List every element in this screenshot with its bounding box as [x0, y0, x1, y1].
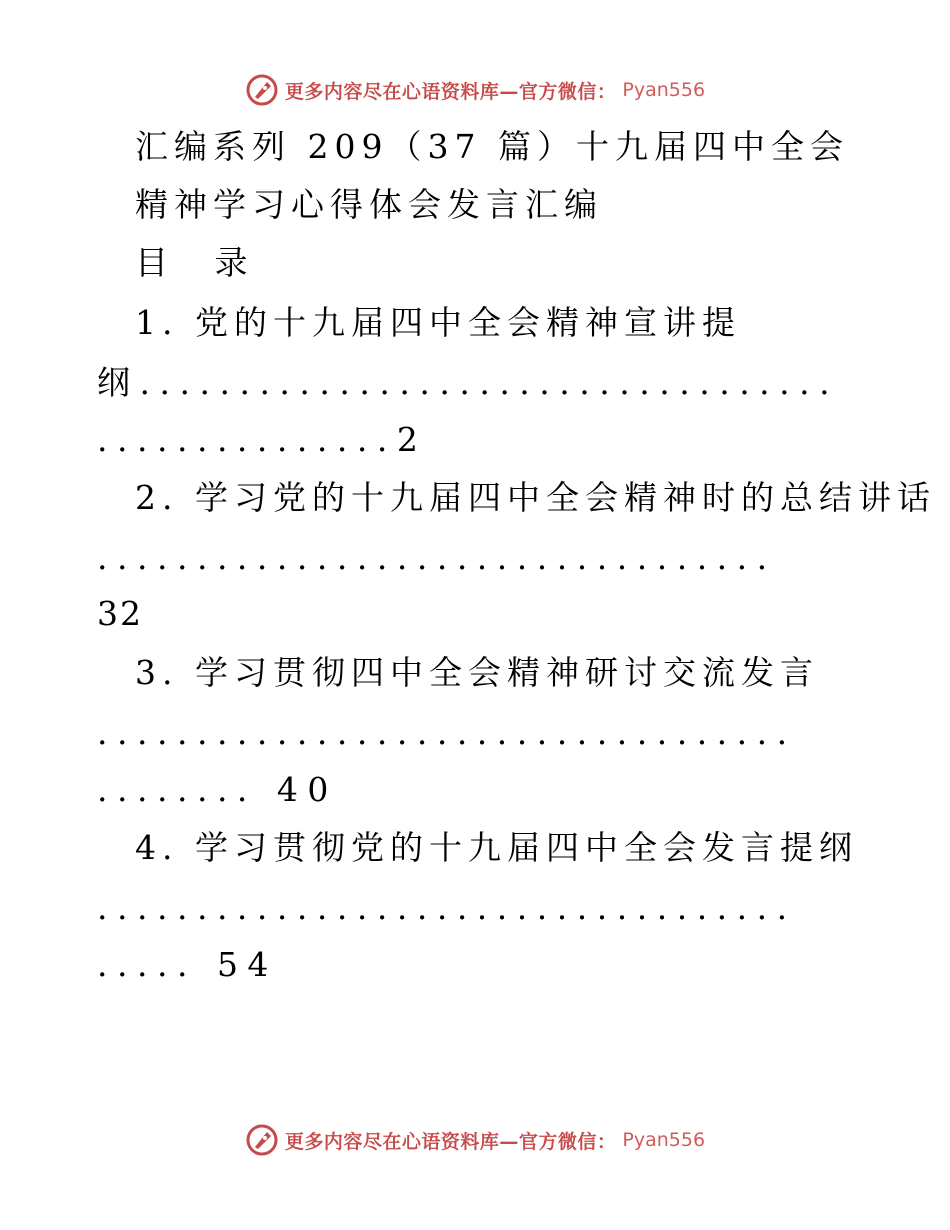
toc-entry-1-leader: 纲................................... — [97, 363, 840, 402]
toc-entry-3-page[interactable]: ........ 40 — [97, 770, 338, 809]
pen-nib-circle-icon — [245, 73, 279, 107]
toc-entry-4-title[interactable]: 4. 学习贯彻党的十九届四中全会发言提纲 — [135, 828, 858, 867]
footer-banner — [0, 1120, 950, 1160]
banner-wechat-id: Pyan556 — [622, 79, 706, 101]
pen-nib-circle-icon — [245, 1123, 279, 1157]
banner-text: 更多内容尽在心语资料库—官方微信： — [284, 1130, 617, 1153]
toc-entry-2-title[interactable]: 2. 学习党的十九届四中全会精神时的总结讲话 — [135, 478, 936, 517]
banner-wechat-id: Pyan556 — [622, 1129, 706, 1151]
toc-entry-3-leader: ................................... — [97, 713, 797, 752]
toc-entry-1-title[interactable]: 1. 党的十九届四中全会精神宣讲提 — [135, 303, 741, 342]
banner-text: 更多内容尽在心语资料库—官方微信： — [284, 80, 617, 103]
toc-entry-1-page[interactable]: ...............2 — [97, 420, 428, 459]
toc-heading: 目 录 — [135, 243, 266, 282]
toc-entry-2-page[interactable]: 32 — [97, 594, 143, 633]
toc-entry-4-leader: ................................... — [97, 888, 797, 927]
toc-entry-2-leader: .................................. — [97, 538, 777, 577]
doc-title-line-2: 精神学习心得体会发言汇编 — [135, 185, 603, 224]
header-banner — [0, 70, 950, 110]
toc-entry-3-title[interactable]: 3. 学习贯彻四中全会精神研讨交流发言 — [135, 653, 819, 692]
toc-entry-4-page[interactable]: ..... 54 — [97, 945, 278, 984]
doc-title-line-1: 汇编系列 209（37 篇）十九届四中全会 — [135, 127, 849, 166]
